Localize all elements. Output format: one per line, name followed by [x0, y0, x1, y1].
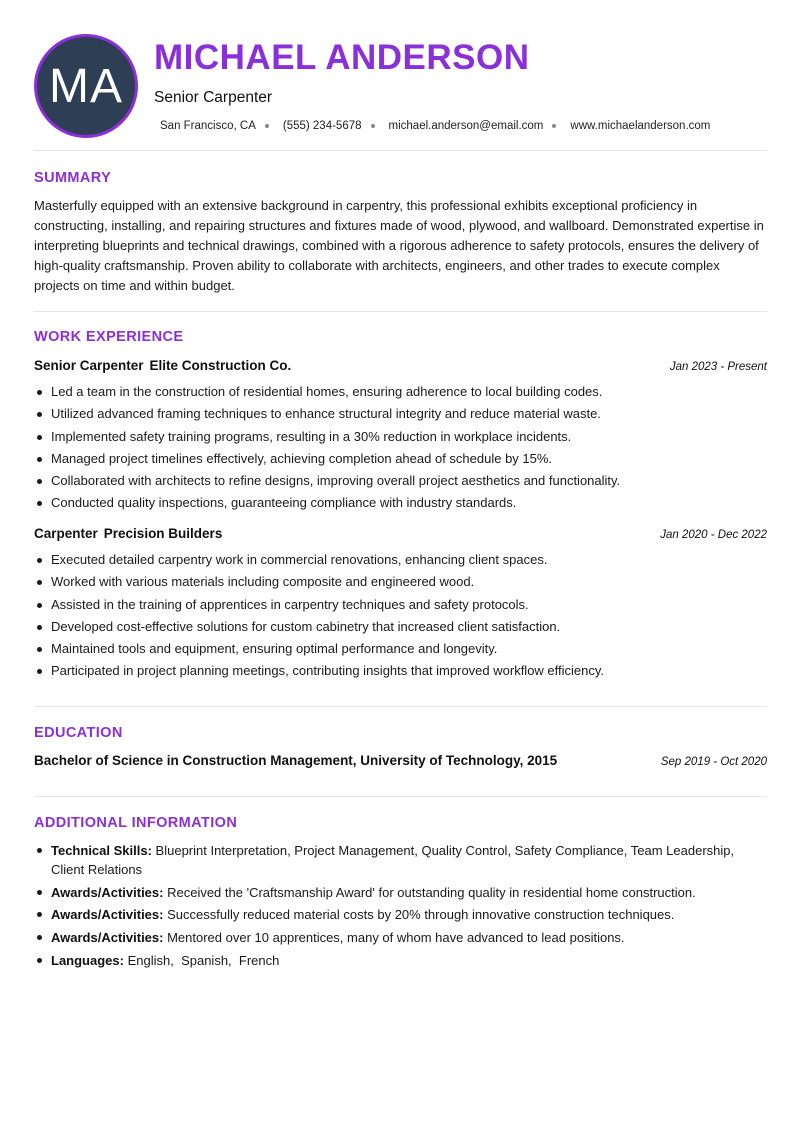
bullet-icon [37, 958, 42, 963]
item-label: Awards/Activities: [51, 929, 164, 945]
bullet-text: Assisted in the training of apprentices in carpentry techniques and safety protocols. [51, 596, 529, 612]
divider [34, 311, 767, 312]
separator-dot [265, 124, 269, 128]
education-entry [34, 753, 767, 768]
separator-dot [552, 124, 556, 128]
list-item [34, 951, 767, 970]
list-item [34, 616, 767, 638]
list-item [34, 594, 767, 616]
item-text: Received the 'Craftsmanship Award' for outstanding quality in residential home construction. [167, 884, 696, 900]
bullet-text: Utilized advanced framing techniques to enhance structural integrity and reduce material waste. [51, 406, 601, 422]
additional-list [34, 841, 767, 973]
divider [34, 796, 767, 797]
bullet-icon [37, 669, 42, 674]
item-label: Technical Skills: [51, 843, 152, 858]
bullet-text: Collaborated with architects to refine designs, improving overall project aesthetics and functionality. [51, 473, 621, 489]
avatar-initials: MA [49, 59, 123, 113]
separator-dot [371, 124, 375, 128]
contact-phone: (555) 234-5678 [282, 120, 362, 132]
contact-email[interactable]: michael.anderson@email.com [388, 120, 544, 132]
job-header [34, 526, 767, 541]
languages-text: English, Spanish, French [127, 952, 280, 968]
bullet-icon [37, 580, 42, 585]
contact-website[interactable]: www.michaelanderson.com [570, 120, 711, 132]
list-item [34, 426, 767, 448]
list-item [34, 905, 767, 924]
list-item [34, 841, 767, 879]
bullet-icon [37, 890, 42, 895]
bullet-text: Managed project timelines effectively, achieving completion ahead of schedule by 15%. [51, 450, 553, 466]
bullet-icon [37, 625, 42, 630]
bullet-text: Executed detailed carpentry work in commercial renovations, enhancing client spaces. [51, 552, 548, 567]
item-text: Successfully reduced material costs by 20% through innovative construction techniques. [167, 907, 675, 922]
list-item [34, 381, 767, 403]
bullet-icon [37, 390, 42, 395]
bullet-icon [37, 912, 42, 917]
list-item [34, 928, 767, 947]
list-item [34, 470, 767, 492]
education-degree: Bachelor of Science in Construction Management, University of Technology, 2015 [34, 753, 558, 768]
job-dates: Jan 2020 - Dec 2022 [660, 529, 767, 541]
candidate-title: Senior Carpenter [154, 89, 273, 106]
bullet-icon [37, 848, 42, 853]
job-role: Senior Carpenter [34, 358, 144, 373]
bullet-icon [37, 501, 42, 506]
bullet-icon [37, 647, 42, 652]
list-item [34, 660, 767, 682]
avatar [34, 34, 138, 138]
bullet-text: Conducted quality inspections, guaranteeing compliance with industry standards. [51, 495, 517, 511]
divider [34, 706, 767, 707]
list-item [34, 883, 767, 902]
candidate-name: MICHAEL ANDERSON [154, 38, 530, 77]
contact-location: San Francisco, CA [160, 120, 256, 132]
item-text: Mentored over 10 apprentices, many of whom have advanced to lead positions. [167, 929, 625, 945]
job-dates: Jan 2023 - Present [669, 361, 767, 373]
summary-text: Masterfully equipped with an extensive background in carpentry, this professional exhibits exceptional proficiency in constructing, installing, and repairing structures and fixtures made of wood, plywood, and wallboard. Demonstrated expertise in interpreting blueprints and technical drawings, combined with a rigorous adherence to safety protocols, ensures the delivery of high-quality craftsmanship. Proven ability to collaborate with architects, engineers, and other trades to execute complex projects on time and within budget. [34, 198, 764, 293]
bullet-icon [37, 603, 42, 608]
job-header [34, 358, 767, 373]
bullet-icon [37, 412, 42, 417]
list-item [34, 492, 767, 514]
list-item [34, 549, 767, 571]
bullet-icon [37, 558, 42, 563]
resume-page [34, 0, 767, 1130]
divider [34, 150, 767, 151]
job-company: Precision Builders [103, 526, 223, 541]
languages-label: Languages: [51, 952, 124, 968]
bullet-text: Worked with various materials including composite and engineered wood. [51, 574, 475, 590]
list-item [34, 571, 767, 593]
list-item [34, 448, 767, 470]
job-bullets [34, 549, 767, 683]
item-label: Awards/Activities: [51, 907, 164, 922]
bullet-text: Implemented safety training programs, resulting in a 30% reduction in workplace incidents. [51, 428, 572, 444]
summary-heading: SUMMARY [34, 170, 112, 186]
list-item [34, 403, 767, 425]
bullet-icon [37, 479, 42, 484]
education-dates: Sep 2019 - Oct 2020 [660, 756, 767, 768]
bullet-text: Participated in project planning meetings, contributing insights that improved workflow efficiency. [51, 663, 605, 679]
education-heading: EDUCATION [34, 725, 123, 741]
list-item [34, 638, 767, 660]
contact-line [160, 120, 710, 132]
experience-heading: WORK EXPERIENCE [34, 329, 184, 345]
bullet-icon [37, 935, 42, 940]
bullet-text: Maintained tools and equipment, ensuring optimal performance and longevity. [51, 641, 498, 657]
additional-heading: ADDITIONAL INFORMATION [34, 815, 238, 831]
bullet-icon [37, 435, 42, 440]
job-company: Elite Construction Co. [149, 358, 292, 373]
item-text: Blueprint Interpretation, Project Management, Quality Control, Safety Compliance, Team Leadership, Client Relations [51, 843, 735, 877]
job-bullets [34, 381, 767, 515]
bullet-text: Developed cost-effective solutions for custom cabinetry that increased client satisfaction. [51, 618, 561, 634]
item-label: Awards/Activities: [51, 884, 164, 900]
bullet-icon [37, 457, 42, 462]
job-role: Carpenter [34, 526, 98, 541]
bullet-text: Led a team in the construction of residential homes, ensuring adherence to local building codes. [51, 384, 603, 399]
